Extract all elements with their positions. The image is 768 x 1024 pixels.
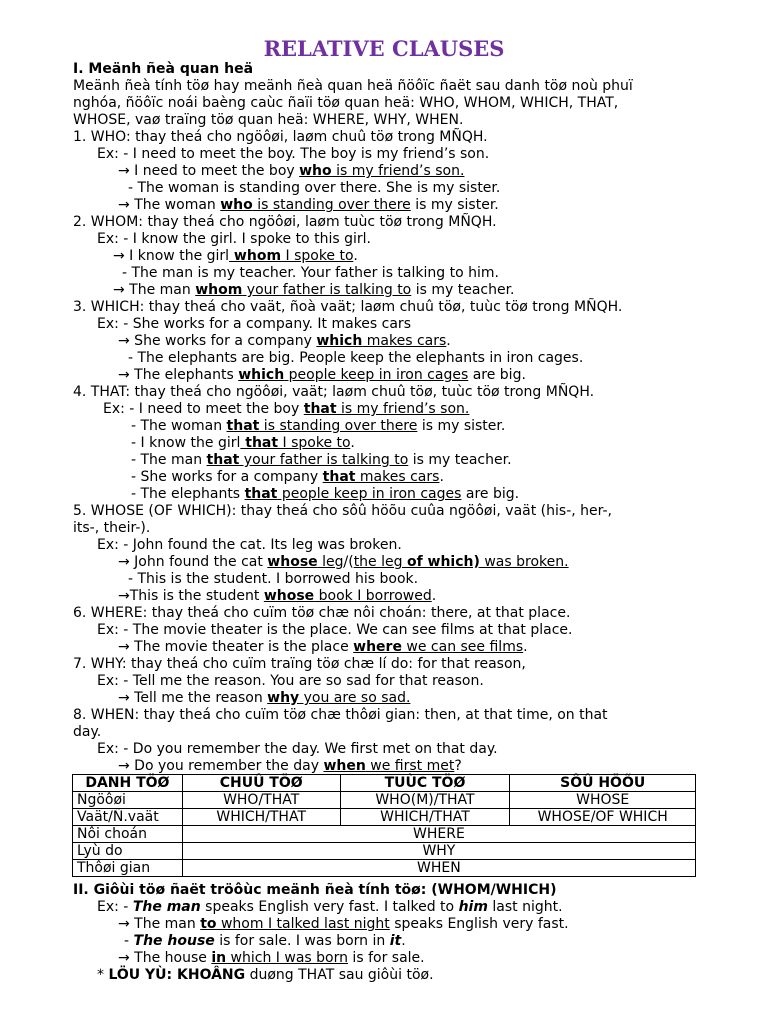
whom-heading: 2. WHOM: thay theá cho ngöôøi, laøm tuùc töø trong MÑQH. [73, 214, 497, 230]
table-cell: Lyù do [73, 843, 183, 860]
that-line-5: - She works for a company that makes cars. [131, 469, 444, 485]
table-cell: Ngöôøi [73, 792, 183, 809]
table-cell: WHY [182, 843, 695, 860]
which-answer-1: → She works for a company which makes cars. [118, 333, 451, 349]
whose-example-1: Ex: - John found the cat. Its leg was broken. [97, 537, 402, 553]
table-cell: WHOSE/OF WHICH [510, 809, 696, 826]
why-example: Ex: - Tell me the reason. You are so sad for that reason. [97, 673, 484, 689]
table-header-cell: SÔÛ HÖÕU [510, 775, 696, 792]
table-row [73, 860, 696, 877]
page-title: RELATIVE CLAUSES [263, 36, 505, 61]
whose-heading-2: its-, their-). [73, 520, 151, 536]
which-example-1: Ex: - She works for a company. It makes cars [97, 316, 411, 332]
table-header-cell: TUÙC TÖØ [340, 775, 510, 792]
whose-heading-1: 5. WHOSE (OF WHICH): thay theá cho sôû höõu cuûa ngöôøi, vaät (his-, her-, [73, 503, 612, 519]
table-cell: WHICH/THAT [340, 809, 510, 826]
why-heading: 7. WHY: thay theá cho cuïm traïng töø chæ lí do: for that reason, [73, 656, 526, 672]
table-cell: WHERE [182, 826, 695, 843]
whom-example-2: - The man is my teacher. Your father is talking to him. [122, 265, 499, 281]
who-example-2: - The woman is standing over there. She is my sister. [128, 180, 501, 196]
intro-line-2: nghóa, ñöôïc noái baèng caùc ñaïi töø quan heä: WHO, WHOM, WHICH, THAT, [73, 95, 619, 111]
summary-table [72, 774, 696, 877]
table-cell: WHEN [182, 860, 695, 877]
table-cell: WHOSE [510, 792, 696, 809]
whom-example-1: Ex: - I know the girl. I spoke to this girl. [97, 231, 371, 247]
table-header-row [73, 775, 696, 792]
whom-answer-2: → The man whom your father is talking to is my teacher. [113, 282, 515, 298]
that-line-4: - The man that your father is talking to is my teacher. [131, 452, 512, 468]
table-cell: WHO/THAT [182, 792, 340, 809]
section-2-heading: II. Giôùi töø ñaët tröôùc meänh ñeà tính töø: (WHOM/WHICH) [73, 882, 557, 898]
why-answer: → Tell me the reason why you are so sad. [118, 690, 411, 706]
when-heading-1: 8. WHEN: thay theá cho cuïm töø chæ thôøi gian: then, at that time, on that [73, 707, 608, 723]
prep-example-2: - The house is for sale. I was born in it. [124, 933, 406, 949]
prep-example-1: Ex: - The man speaks English very fast. I talked to him last night. [97, 899, 563, 915]
prep-answer-2: → The house in which I was born is for sale. [118, 950, 425, 966]
that-line-3: - I know the girl that I spoke to. [131, 435, 355, 451]
whose-answer-1: → John found the cat whose leg/(the leg of which) was broken. [118, 554, 569, 570]
that-heading: 4. THAT: thay theá cho ngöôøi, vaät; laøm chuû töø, tuùc töø trong MÑQH. [73, 384, 595, 400]
table-header-cell: CHUÛ TÖØ [182, 775, 340, 792]
table-cell: WHICH/THAT [182, 809, 340, 826]
where-answer: → The movie theater is the place where we can see films. [118, 639, 528, 655]
where-heading: 6. WHERE: thay theá cho cuïm töø chæ nôi choán: there, at that place. [73, 605, 571, 621]
whose-answer-2: →This is the student whose book I borrowed. [118, 588, 437, 604]
table-row [73, 843, 696, 860]
prep-note: * LÖU YÙ: KHOÂNG duøng THAT sau giôùi töø. [97, 967, 434, 983]
table-cell: Nôi choán [73, 826, 183, 843]
that-line-2: - The woman that is standing over there is my sister. [131, 418, 506, 434]
that-line-1: Ex: - I need to meet the boy that is my friend’s son. [103, 401, 470, 417]
table-header-cell: DANH TÖØ [73, 775, 183, 792]
which-heading: 3. WHICH: thay theá cho vaät, ñoà vaät; laøm chuû töø, tuùc töø trong MÑQH. [73, 299, 623, 315]
when-example: Ex: - Do you remember the day. We first met on that day. [97, 741, 498, 757]
when-answer: → Do you remember the day when we first met? [118, 758, 462, 774]
where-example: Ex: - The movie theater is the place. We can see films at that place. [97, 622, 573, 638]
that-line-6: - The elephants that people keep in iron cages are big. [131, 486, 520, 502]
table-cell: Vaät/Ñ.vaät [73, 809, 183, 826]
whom-answer-1: → I know the girl whom I spoke to. [113, 248, 358, 264]
prep-answer-1: → The man to whom I talked last night speaks English very fast. [118, 916, 569, 932]
who-answer-1: → I need to meet the boy who is my friend’s son. [118, 163, 465, 179]
who-heading: 1. WHO: thay theá cho ngöôøi, laøm chuû töø trong MÑQH. [73, 129, 488, 145]
table-row [73, 792, 696, 809]
when-heading-2: day. [73, 724, 102, 740]
table-row [73, 809, 696, 826]
who-example-1: Ex: - I need to meet the boy. The boy is my friend’s son. [97, 146, 490, 162]
which-example-2: - The elephants are big. People keep the elephants in iron cages. [128, 350, 584, 366]
table-row [73, 826, 696, 843]
table-cell: WHO(M)/THAT [340, 792, 510, 809]
which-answer-2: → The elephants which people keep in iron cages are big. [118, 367, 526, 383]
section-1-heading: I. Meänh ñeà quan heä [73, 61, 254, 77]
intro-line-1: Meänh ñeà tính töø hay meänh ñeà quan heä ñöôïc ñaët sau danh töø noù phuï [73, 78, 633, 94]
whose-example-2: - This is the student. I borrowed his book. [128, 571, 419, 587]
who-answer-2: → The woman who is standing over there is my sister. [118, 197, 499, 213]
table-cell: Thôøi gian [73, 860, 183, 877]
intro-line-3: WHOSE, vaø traïng töø quan heä: WHERE, WHY, WHEN. [73, 112, 464, 128]
